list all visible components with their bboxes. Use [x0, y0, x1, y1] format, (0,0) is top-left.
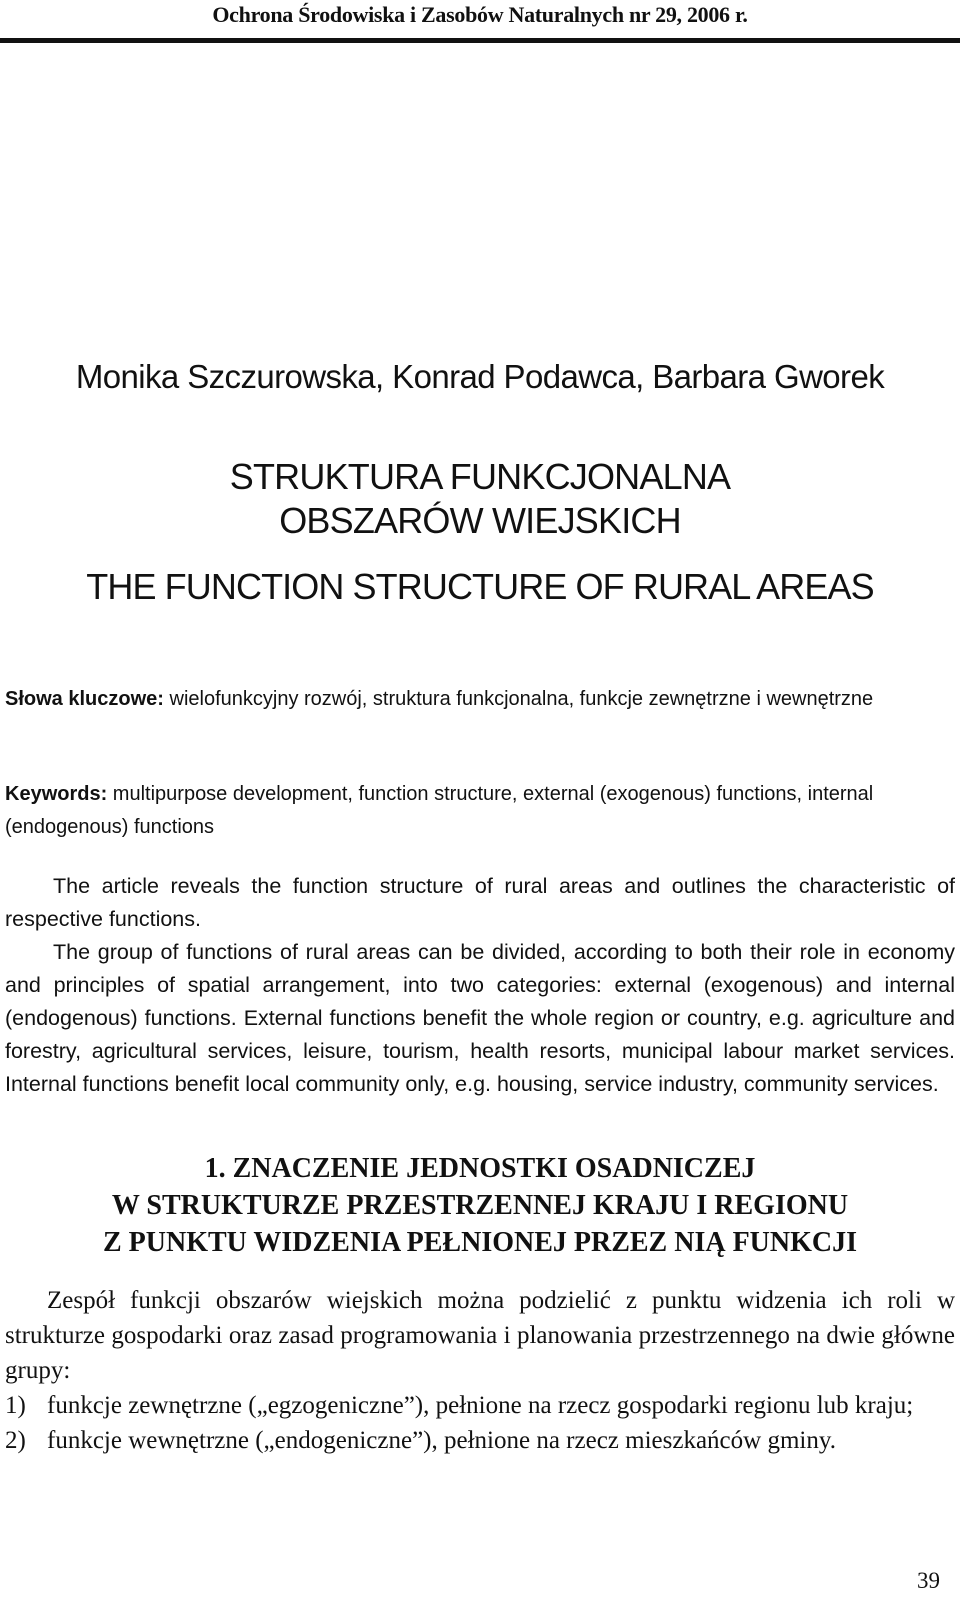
- title-polish-line-1: STRUKTURA FUNKCJONALNA: [229, 456, 731, 497]
- abstract: [5, 870, 955, 1101]
- title-english: THE FUNCTION STRUCTURE OF RURAL AREAS: [86, 566, 874, 607]
- keywords-english-label: Keywords:: [5, 783, 108, 805]
- keywords-polish: [5, 683, 955, 716]
- section-heading-line-2: W STRUKTURZE PRZESTRZENNEJ KRAJU I REGIONU: [111, 1190, 849, 1221]
- body-text: [5, 1283, 955, 1458]
- authors: Monika Szczurowska, Konrad Podawca, Barbara Gworek: [75, 358, 885, 395]
- title-polish-line-2: OBSZARÓW WIEJSKICH: [279, 500, 681, 541]
- abstract-paragraph: The group of functions of rural areas can be divided, according to both their role in economy and principles of spatial arrangement, into two categories: external (exogenous) and internal (endogenous) functions. External functions benefit the whole region or country, e.g. agriculture and forestry, agricultural services, leisure, tourism, health resorts, municipal labour market services. Internal functions benefit local community only, e.g. housing, service industry, community services.: [5, 940, 955, 1096]
- list-item-text: funkcje wewnętrzne („endogeniczne”), pełnione na rzecz mieszkańców gminy.: [47, 1427, 836, 1454]
- section-heading-line-3: Z PUNKTU WIDZENIA PEŁNIONEJ PRZEZ NIĄ FUNKCJI: [102, 1227, 858, 1258]
- running-head: Ochrona Środowiska i Zasobów Naturalnych nr 29, 2006 r.: [212, 2, 748, 27]
- header-rule: [0, 38, 960, 43]
- keywords-english: [5, 778, 955, 844]
- list-item-number: 1): [5, 1392, 26, 1419]
- abstract-paragraph: The article reveals the function structure of rural areas and outlines the characteristic of respective functions.: [5, 874, 955, 931]
- list-item-text: funkcje zewnętrzne („egzogeniczne”), pełnione na rzecz gospodarki regionu lub kraju;: [47, 1392, 914, 1419]
- keywords-polish-text: wielofunkcyjny rozwój, struktura funkcjonalna, funkcje zewnętrzne i wewnętrzne: [163, 688, 874, 710]
- list-item-number: 2): [5, 1427, 26, 1454]
- section-heading-line-1: 1. ZNACZENIE JEDNOSTKI OSADNICZEJ: [204, 1153, 756, 1184]
- page-number: 39: [917, 1568, 940, 1593]
- list-item: [5, 1423, 955, 1458]
- section-heading: [0, 1150, 960, 1261]
- body-paragraph: Zespół funkcji obszarów wiejskich można podzielić z punktu widzenia ich roli w strukturze gospodarki oraz zasad programowania i planowania przestrzennego na dwie główne grupy:: [5, 1287, 955, 1384]
- list-item: [5, 1388, 955, 1423]
- keywords-english-text: multipurpose development, function structure, external (exogenous) functions, internal (endogenous) functions: [5, 783, 874, 838]
- title-polish: [0, 455, 960, 543]
- keywords-polish-label: Słowa kluczowe:: [5, 688, 164, 710]
